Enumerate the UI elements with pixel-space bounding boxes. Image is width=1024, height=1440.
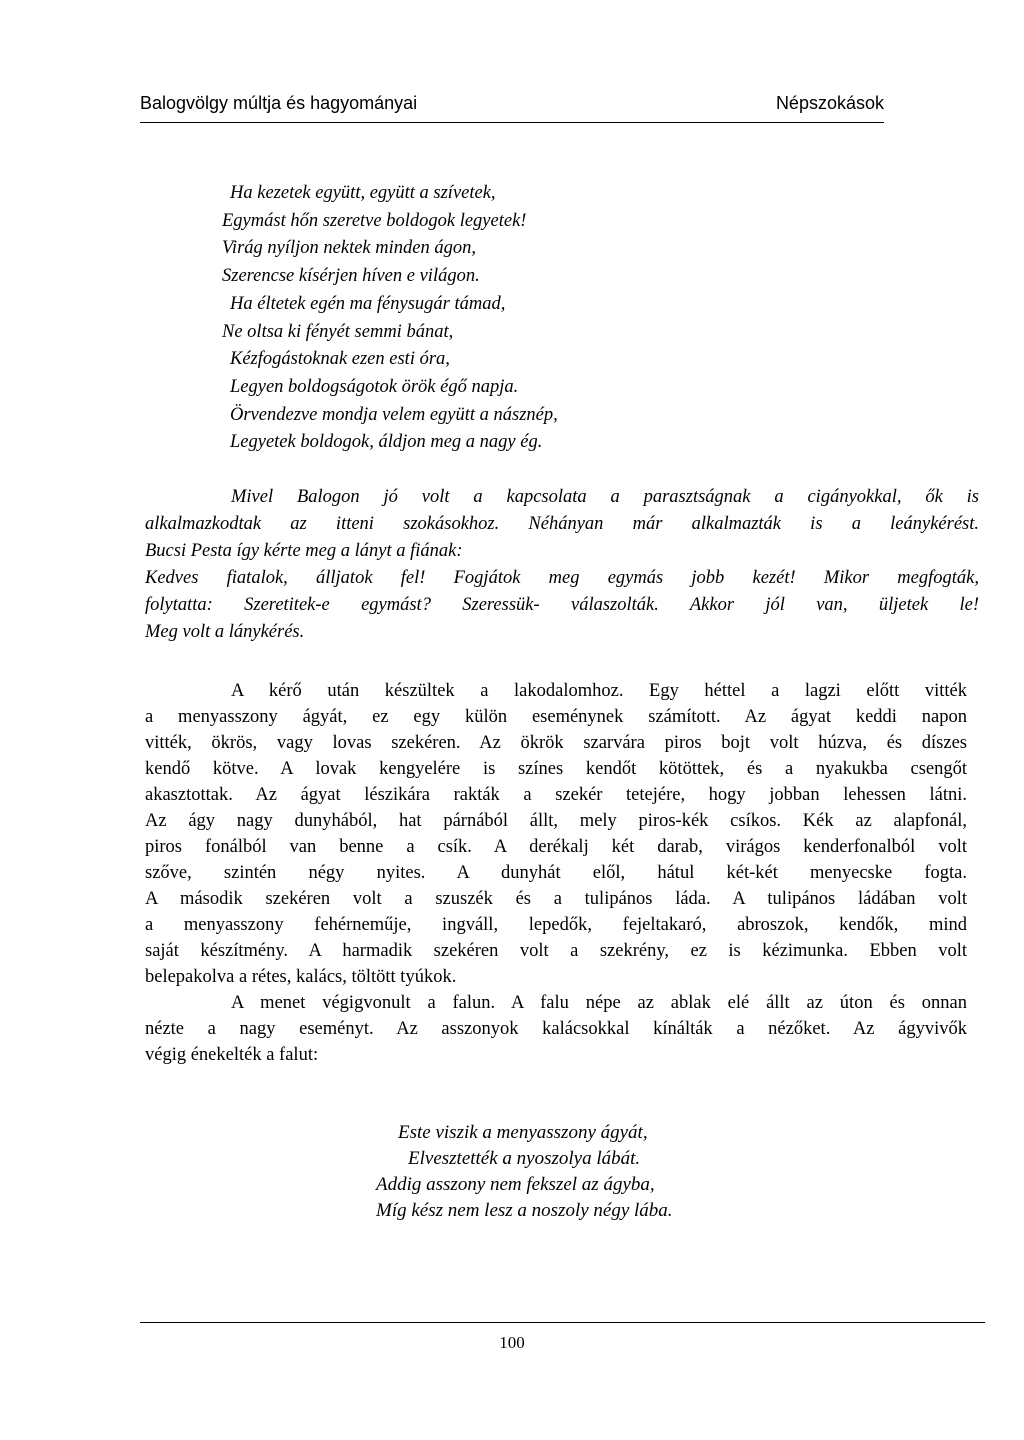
text-line: A második szekéren volt a szuszék és a tulipános láda. A tulipános ládában volt bbox=[145, 889, 967, 909]
text-line: Kedves fiatalok, álljatok fel! Fogjátok meg egymás jobb kezét! Mikor megfogták, bbox=[145, 568, 979, 588]
page-number: 100 bbox=[499, 1333, 525, 1352]
text-line: szőve, szintén négy nyites. A dunyhát elől, hátul két-két menyecske fogta. bbox=[145, 863, 967, 883]
text-line: folytatta: Szeretitek-e egymást? Szeressük- válaszolták. Akkor jól van, üljetek le! bbox=[145, 595, 979, 615]
poem-line: Örvendezve mondja velem együtt a násznép, bbox=[230, 404, 558, 425]
text-line: saját készítmény. A harmadik szekéren volt a szekrény, ez is kézimunka. Ebben volt bbox=[145, 941, 967, 961]
text-line: végig énekelték a falut: bbox=[145, 1045, 319, 1065]
poem-line: Szerencse kísérjen híven e világon. bbox=[222, 266, 480, 287]
poem-line: Míg kész nem lesz a noszoly négy lába. bbox=[376, 1200, 673, 1221]
text-line: A kérő után készültek a lakodalomhoz. Egy héttel a lagzi előtt vitték bbox=[231, 681, 967, 701]
poem-line: Egymást hőn szeretve boldogok legyetek! bbox=[222, 210, 527, 231]
poem-line: Ha kezetek együtt, együtt a szívetek, bbox=[230, 183, 496, 203]
poem-line: Addig asszony nem fekszel az ágyba, bbox=[376, 1174, 655, 1195]
text-line: akasztottak. Az ágyat lészikára rakták a szekér tetejére, hogy jobban lehessen látni. bbox=[145, 785, 967, 805]
poem-line: Este viszik a menyasszony ágyát, bbox=[398, 1122, 648, 1143]
poem-line: Ha éltetek egén ma fénysugár támad, bbox=[230, 293, 506, 314]
text-line: a menyasszony fehérneműje, ingváll, lepedők, fejeltakaró, abroszok, kendők, mind bbox=[145, 915, 967, 935]
text-line: Mivel Balogon jó volt a kapcsolata a parasztságnak a cigányokkal, ők is bbox=[231, 487, 979, 507]
poem-line: Legyetek boldogok, áldjon meg a nagy ég. bbox=[230, 432, 543, 453]
text-line: Bucsi Pesta így kérte meg a lányt a fiának: bbox=[145, 541, 463, 561]
text-line: belepakolva a rétes, kalács, töltött tyúkok. bbox=[145, 967, 457, 987]
header-chapter-title: Népszokások bbox=[775, 93, 884, 113]
footer-divider bbox=[140, 1322, 985, 1323]
text-line: A menet végigvonult a falun. A falu népe az ablak elé állt az úton és onnan bbox=[231, 993, 967, 1013]
text-line: alkalmazkodtak az itteni szokásokhoz. Néhányan már alkalmazták is a leánykérést. bbox=[145, 514, 979, 534]
wedding-preparation-paragraph bbox=[145, 678, 967, 1068]
poem-line: Ne oltsa ki fényét semmi bánat, bbox=[222, 321, 454, 342]
poem-line: Kézfogástoknak ezen esti óra, bbox=[230, 349, 450, 370]
page-header bbox=[140, 92, 884, 123]
text-line: kendő kötve. A lovak kengyelére is színes kendőt kötöttek, és a nyakukba csengőt bbox=[145, 759, 967, 779]
header-book-title: Balogvölgy múltja és hagyományai bbox=[140, 93, 418, 113]
bed-carrying-song bbox=[376, 1120, 673, 1224]
poem-line: Legyen boldogságotok örök égő napja. bbox=[230, 376, 519, 397]
text-line: a menyasszony ágyát, ez egy külön eseménynek számított. Az ágyat keddi napon bbox=[145, 707, 967, 727]
text-line: nézte a nagy eseményt. Az asszonyok kalácsokkal kínálták a nézőket. Az ágyvivők bbox=[145, 1019, 967, 1039]
text-line: piros fonálból van benne a csík. A derékalj két darab, virágos kenderfonalból volt bbox=[145, 837, 967, 857]
poem-line: Virág nyíljon nektek minden ágon, bbox=[222, 238, 476, 259]
text-line: vitték, ökrös, vagy lovas szekéren. Az ökrök szarvára piros bojt volt húzva, és díszes bbox=[145, 733, 967, 753]
gypsy-engagement-paragraph bbox=[145, 484, 979, 646]
text-line: Az ágy nagy dunyhából, hat párnából állt, mely piros-kék csíkos. Kék az alapfonál, bbox=[145, 811, 967, 831]
engagement-poem bbox=[214, 180, 558, 457]
poem-line: Elvesztették a nyoszolya lábát. bbox=[408, 1148, 641, 1169]
text-line: Meg volt a lánykérés. bbox=[145, 622, 305, 642]
